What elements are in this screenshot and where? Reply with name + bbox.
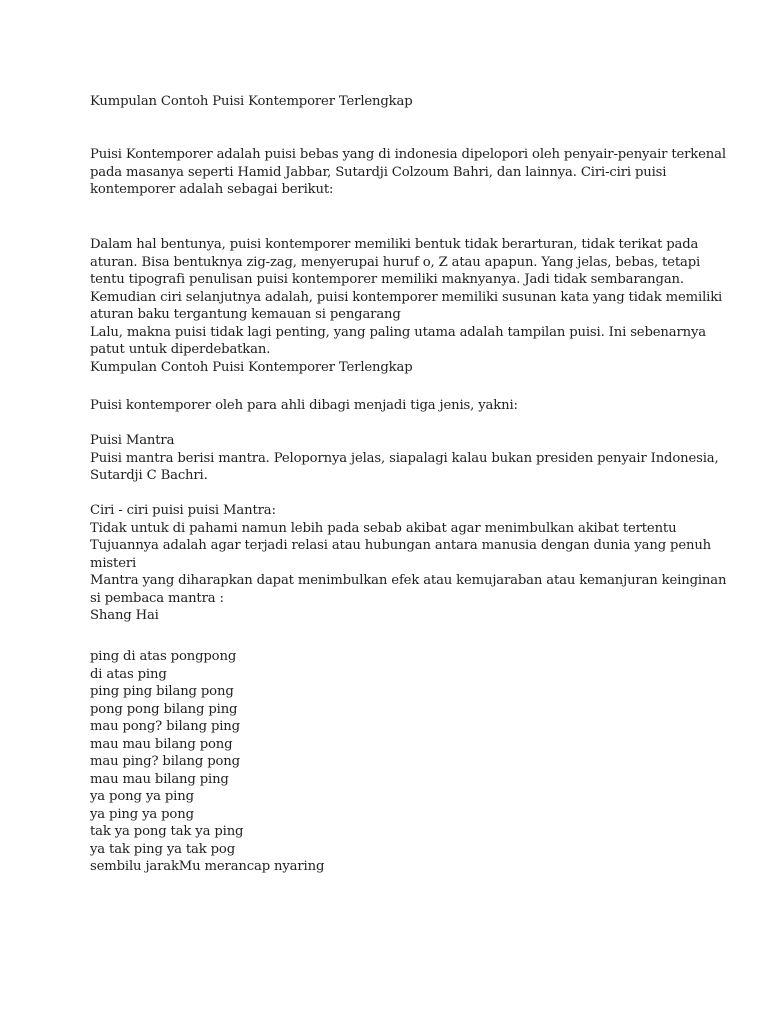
body-line: tentu tipografi penulisan puisi kontemporer memiliki maknyanya. Jadi tidak sembarangan. [90,272,684,287]
poem-line: ya ping ya pong [90,806,194,822]
poem-line: pong pong bilang ping [90,701,238,717]
poem-line: ping di atas pongpong [90,649,237,664]
poem-line: sembilu jarakMu merancap nyaring [90,859,325,874]
poem-body [90,648,690,876]
body-line: Kemudian ciri selanjutnya adalah, puisi kontemporer memiliki susunan kata yang tidak memiliki [90,289,723,305]
poem-line: tak ya pong tak ya ping [90,824,244,839]
intro-paragraph [90,146,726,199]
section-heading: Kumpulan Contoh Puisi Kontemporer Terlengkap [90,359,413,375]
poem-line: ping ping bilang pong [90,684,234,699]
poem-line: mau mau bilang pong [90,736,233,752]
body-line: aturan baku tergantung kemauan si pengarang [90,307,401,322]
poem-line: di atas ping [90,666,167,682]
ciri-line: Tidak untuk di pahami namun lebih pada sebab akibat agar menimbulkan akibat tertentu [90,520,677,536]
intro-line: pada masanya seperti Hamid Jabbar, Sutardji Colzoum Bahri, dan lainnya. Ciri-ciri puisi [90,164,667,180]
body-line: aturan. Bisa bentuknya zig-zag, menyerupai huruf o, Z atau apapun. Yang jelas, bebas, tetapi [90,254,701,270]
intro-line: kontemporer adalah sebagai berikut: [90,182,334,197]
document-title: Kumpulan Contoh Puisi Kontemporer Terlengkap [90,94,413,109]
ciri-section [90,502,727,625]
poem-line: ya pong ya ping [90,789,194,804]
ciri-line: Tujuannya adalah agar terjadi relasi atau hubungan antara manusia dengan dunia yang penuh [90,538,712,553]
types-intro [90,397,690,415]
body-line: Lalu, makna puisi tidak lagi penting, yang paling utama adalah tampilan puisi. Ini sebenarnya [90,324,706,340]
mantra-line: Sutardji C Bachri. [90,468,208,483]
poem-title: Shang Hai [90,608,159,623]
intro-line: Puisi Kontemporer adalah puisi bebas yang di indonesia dipelopori oleh penyair-penyair terkenal [90,147,726,162]
mantra-line: Puisi mantra berisi mantra. Pelopornya jelas, siapalagi kalau bukan presiden penyair Indonesia, [90,450,719,466]
ciri-line: misteri [90,555,137,571]
mantra-heading: Puisi Mantra [90,433,175,448]
body-line: patut untuk diperdebatkan. [90,342,271,357]
ciri-line: si pembaca mantra : [90,590,224,606]
mantra-section [90,432,719,485]
types-intro-line: Puisi kontemporer oleh para ahli dibagi menjadi tiga jenis, yakni: [90,398,518,413]
ciri-heading: Ciri - ciri puisi puisi Mantra: [90,503,276,518]
body-paragraph [90,236,723,376]
poem-line: mau mau bilang ping [90,771,229,787]
ciri-line: Mantra yang diharapkan dapat menimbulkan efek atau kemujaraban atau kemanjuran keinginan [90,573,727,588]
body-line: Dalam hal bentunya, puisi kontemporer memiliki bentuk tidak berarturan, tidak terikat pada [90,237,699,252]
poem-line: mau ping? bilang pong [90,754,240,769]
poem-line: mau pong? bilang ping [90,719,240,734]
poem-line: ya tak ping ya tak pog [90,841,236,857]
